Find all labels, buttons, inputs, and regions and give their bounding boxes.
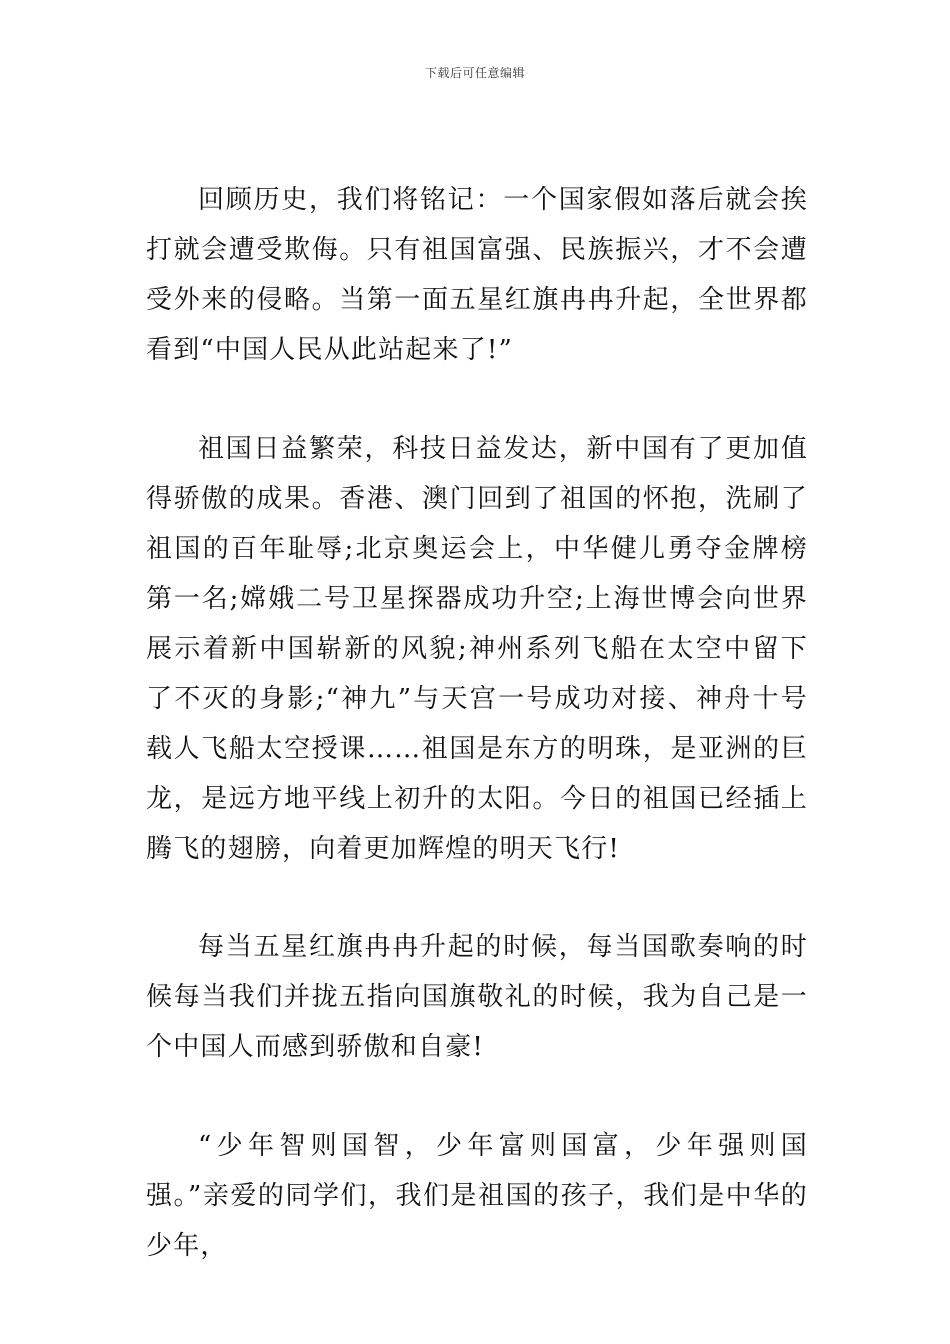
paragraph-achievements: 祖国日益繁荣，科技日益发达，新中国有了更加值得骄傲的成果。香港、澳门回到了祖国的怀抱，洗刷了祖国的百年耻辱;北京奥运会上，中华健儿勇夺金牌榜第一名;嫦娥二号卫星探器成功升空;上海世博会向世界展示着新中国崭新的风貌;神州系列飞船在太空中留下了不灭的身影;“神九”与天宫一号成功对接、神舟十号载人飞船太空授课……祖国是东方的明珠，是亚洲的巨龙，是远方地平线上初升的太阳。今日的祖国已经插上腾飞的翅膀，向着更加辉煌的明天飞行! bbox=[146, 434, 808, 864]
paragraph-flag-pride: 每当五星红旗冉冉升起的时候，每当国歌奏响的时候每当我们并拢五指向国旗敬礼的时候，我为自己是一个中国人而感到骄傲和自豪! bbox=[146, 932, 808, 1062]
paragraph-history: 回顾历史，我们将铭记：一个国家假如落后就会挨打就会遭受欺侮。只有祖国富强、民族振兴，才不会遭受外来的侵略。当第一面五星红旗冉冉升起，全世界都看到“中国人民从此站起来了!” bbox=[146, 185, 808, 365]
header-note: 下载后可任意编辑 bbox=[424, 66, 525, 80]
paragraph-youth: “少年智则国智，少年富则国富，少年强则国强。”亲爱的同学们，我们是祖国的孩子，我们是中华的少年， bbox=[146, 1131, 808, 1261]
